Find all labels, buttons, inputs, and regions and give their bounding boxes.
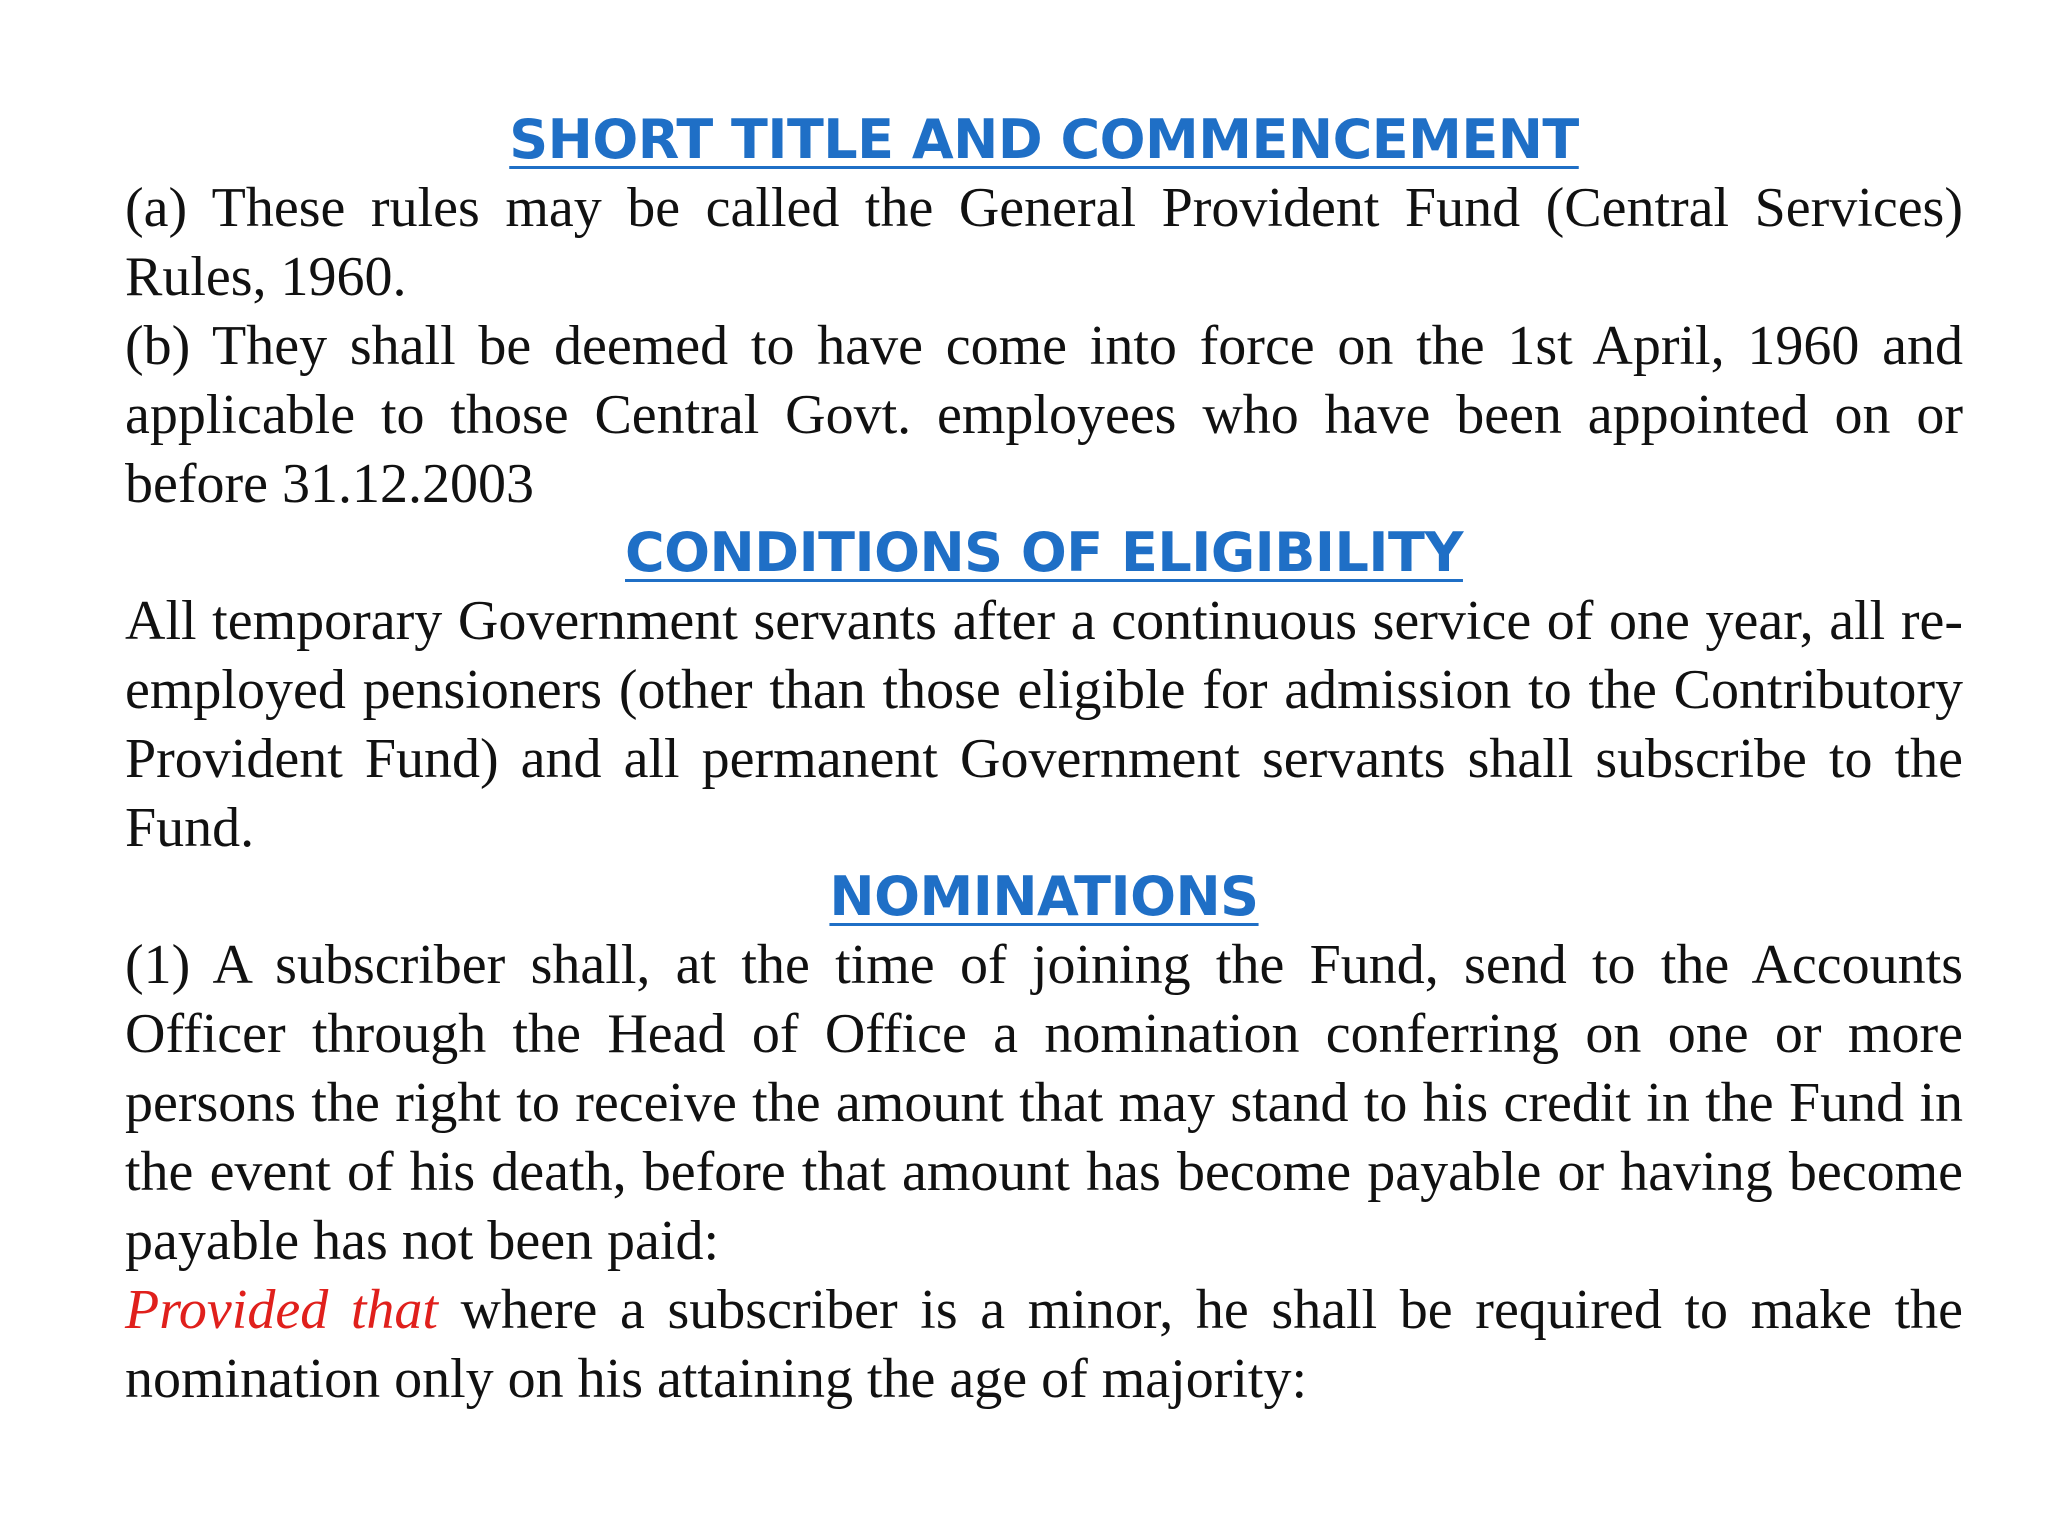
proviso-lead: Provided that [125,1279,438,1341]
heading-nominations [125,863,1963,931]
paragraph-nominations-proviso [125,1276,1963,1414]
heading-short-title [125,106,1963,174]
paragraph-short-title-b: (b) They shall be deemed to have come into force on the 1st April, 1960 and applicable to those Central Govt. employees who have been appointed on or before 31.12.2003 [125,315,1963,515]
paragraph-short-title-a: (a) These rules may be called the General Provident Fund (Central Services) Rules, 1960. [125,177,1963,308]
paragraph-eligibility: All temporary Government servants after a continuous service of one year, all re-employed pensioners (other than those eligible for admission to the Contributory Provident Fund) and all permanent Government servants shall subscribe to the Fund. [125,590,1963,859]
heading-eligibility [125,519,1963,587]
heading-nominations-text: NOMINATIONS [829,865,1259,928]
proviso-text: where a subscriber is a minor, he shall be required to make the nomination only on his attaining the age of majority: [125,1279,1964,1410]
paragraph-nominations-1: (1) A subscriber shall, at the time of joining the Fund, send to the Accounts Officer through the Head of Office a nomination conferring on one or more persons the right to receive the amount that may stand to his credit in the Fund in the event of his death, before that amount has become payable or having become payable has not been paid: [125,934,1963,1272]
heading-short-title-text: SHORT TITLE AND COMMENCEMENT [509,108,1579,171]
heading-eligibility-text: CONDITIONS OF ELIGIBILITY [625,521,1463,584]
document-page [125,106,1963,1414]
